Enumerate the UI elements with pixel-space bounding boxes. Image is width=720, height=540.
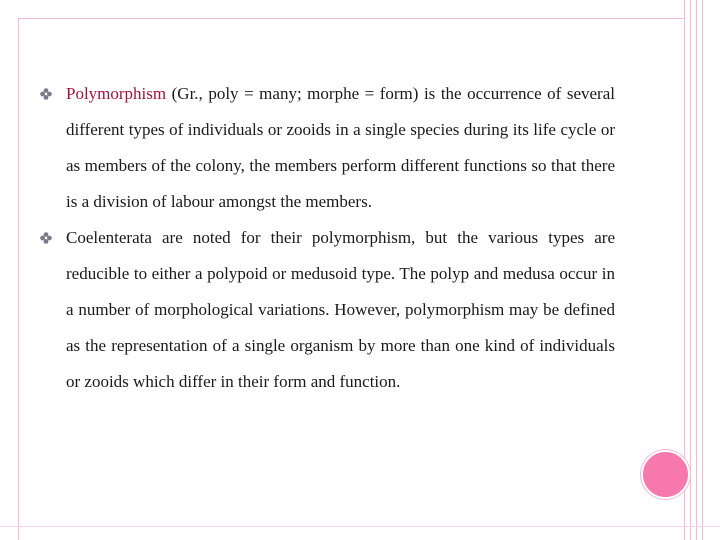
highlighted-term: Polymorphism xyxy=(66,84,167,103)
frame-line-top xyxy=(18,18,684,19)
slide-content xyxy=(40,76,615,400)
frame-line-right xyxy=(690,0,691,540)
bullet-text: (Gr., poly = many; morphe = form) is the occurrence of several different types of individuals or zooids in a single species during its life cycle or as members of the colony, the members perform different functions so that there is a division of labour amongst the members. xyxy=(66,84,615,211)
frame-line-left xyxy=(18,18,19,540)
bullet-text: Coelenterata are noted for their polymorphism, but the various types are reducible to either a polypoid or medusoid type. The polyp and medusa occur in a number of morphological variations. However, polymorphism may be defined as the representation of a single organism by more than one kind of individuals or zooids which differ in their form and function. xyxy=(66,228,615,391)
diamond-clover-bullet-icon xyxy=(40,88,52,100)
decorative-circle xyxy=(641,450,690,499)
bullet-item xyxy=(40,220,615,400)
diamond-clover-bullet-icon xyxy=(40,232,52,244)
bullet-item xyxy=(40,76,615,220)
frame-line-right xyxy=(696,0,697,540)
frame-line-bottom xyxy=(0,526,720,527)
frame-line-right xyxy=(702,0,703,540)
